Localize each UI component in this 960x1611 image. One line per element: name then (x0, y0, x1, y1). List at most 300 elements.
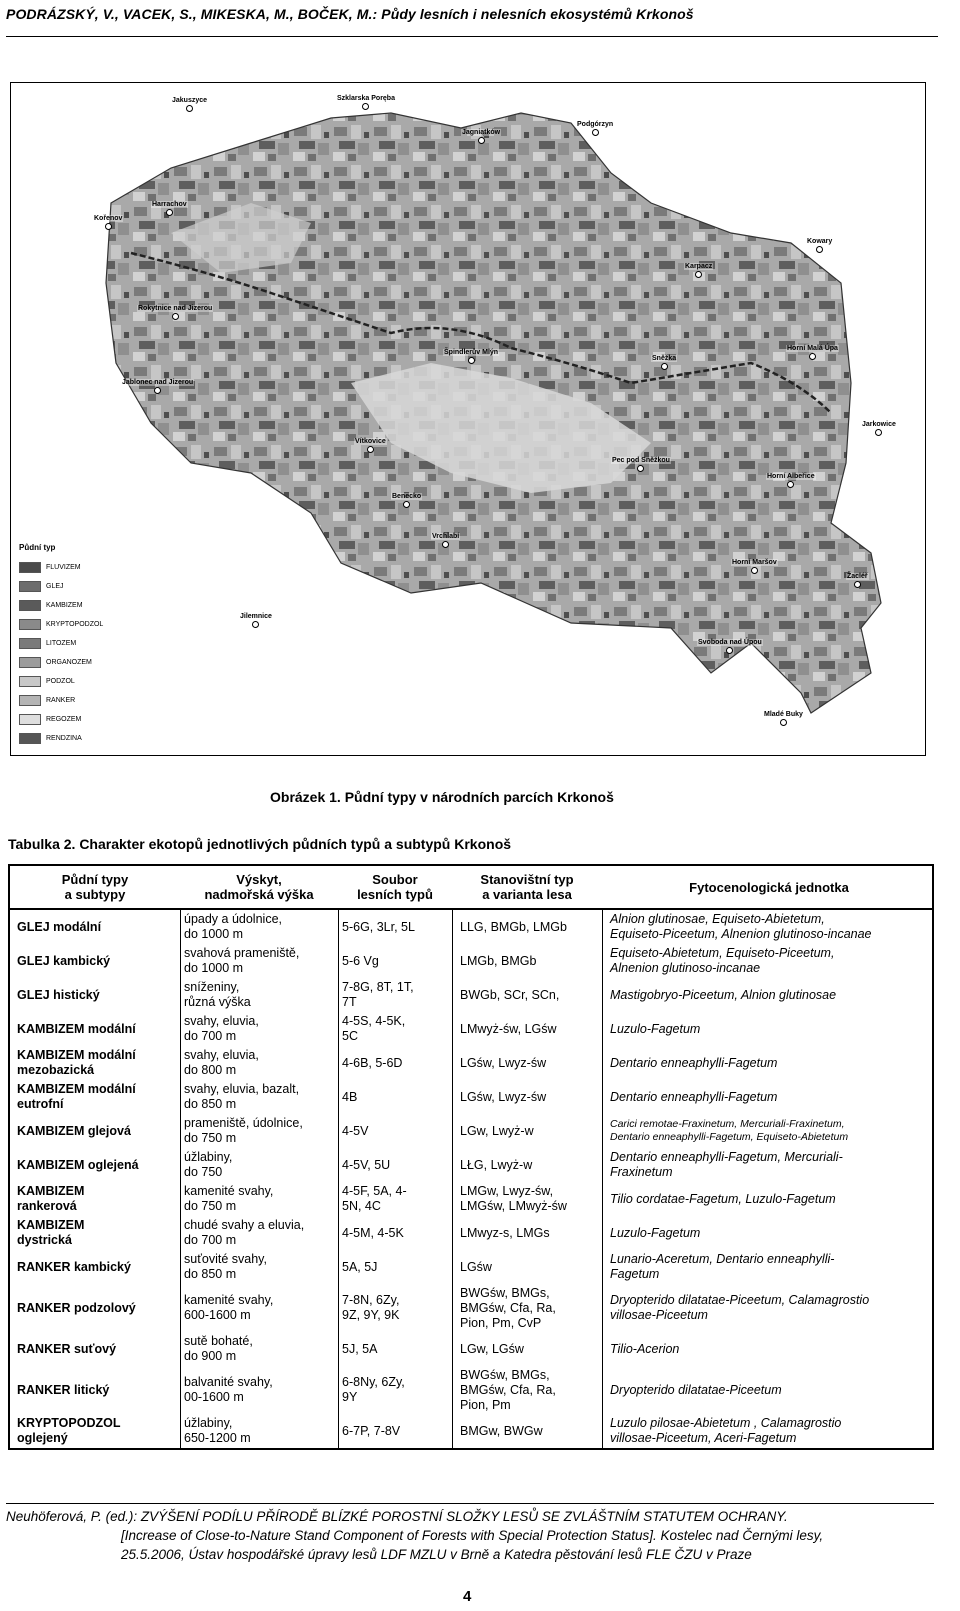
cell-line: 7T (342, 995, 357, 1009)
table-row (10, 1216, 932, 1250)
header-occurrence-text (204, 872, 313, 902)
cell-line: kamenité svahy, (184, 1293, 274, 1307)
forest-set-cell (338, 1124, 452, 1139)
header-site-type (452, 866, 602, 908)
site-type-cell (452, 1124, 602, 1139)
town-dot (403, 501, 410, 508)
cell-line: do 800 m (184, 1063, 237, 1077)
town-label: Jablonec nad Jizerou (122, 379, 194, 386)
town-label: Mladé Buky (764, 711, 803, 718)
occurrence-cell (180, 1416, 338, 1446)
table-row (10, 1284, 932, 1332)
cell-line: LMwyz-s, LMGs (460, 1225, 550, 1240)
legend-item (19, 729, 117, 748)
cell-line: KAMBIZEM modální (17, 1048, 136, 1062)
cell-line: úpady a údolnice, (184, 912, 282, 926)
town-marker (576, 121, 614, 136)
town-label: Podgórzyn (577, 121, 614, 128)
cell-line: GLEJ histický (17, 987, 100, 1002)
site-type-cell (452, 1022, 602, 1037)
header-line: a varianta lesa (482, 887, 572, 902)
cell-line: GLEJ modální (17, 919, 102, 934)
occurrence-cell (180, 1014, 338, 1044)
legend-label: PODZOL (46, 678, 75, 685)
town-dot (816, 246, 823, 253)
cell-line: villosae-Piceetum (610, 1308, 708, 1322)
header-soil-type (10, 866, 180, 908)
cell-line: KAMBIZEM modální (17, 1082, 136, 1096)
cell-line: do 900 m (184, 1349, 237, 1363)
table-row (10, 1012, 932, 1046)
town-dot (442, 541, 449, 548)
table-body (10, 910, 932, 1448)
cell-line: 00-1600 m (184, 1390, 244, 1404)
cell-line: RANKER suťový (17, 1341, 117, 1356)
cell-line: 9Y (342, 1390, 358, 1404)
cell-line: Dentario enneaphylli-Fagetum (610, 1089, 778, 1104)
cell-line: do 850 m (184, 1267, 237, 1281)
soil-map (10, 82, 926, 756)
town-marker (431, 533, 460, 548)
header-line: Soubor (372, 872, 418, 887)
town-label: Kořenov (94, 215, 123, 222)
cell-line: KAMBIZEM oglejená (17, 1157, 139, 1172)
cell-line: Tilio cordatae-Fagetum, Luzulo-Fagetum (610, 1191, 836, 1206)
town-label: Vítkovice (355, 438, 386, 445)
cell-line: Dentario enneaphylli-Fagetum (610, 1055, 778, 1070)
town-marker (443, 349, 499, 364)
town-dot (252, 621, 259, 628)
town-label: Jarkowice (862, 421, 896, 428)
cell-line: BWGb, SCr, SCn, (460, 987, 560, 1002)
cell-line: do 700 m (184, 1233, 237, 1247)
cell-line: RANKER kambický (17, 1259, 131, 1274)
cell-line: Pion, Pm (460, 1397, 511, 1412)
legend-item (19, 596, 117, 615)
header-line: a subtypy (64, 887, 126, 902)
cell-line: různá výška (184, 995, 251, 1009)
cell-line: suťovité svahy, (184, 1252, 267, 1266)
cell-line: LGśw, Lwyz-św (460, 1055, 547, 1070)
town-marker (684, 263, 713, 278)
town-label: Horní Albeřice (767, 473, 815, 480)
cell-line: LGw, LGśw (460, 1341, 524, 1356)
town-label: Horní Malá Úpa (787, 345, 838, 352)
footer-line-1: Neuhöferová, P. (ed.): ZVÝŠENÍ PODÍLU PŘÍRODĚ BLÍZKÉ POROSTNÍ SLOŽKY LESŮ SE ZVLÁŠTNÍM STATUTEM OCHRANY. (6, 1509, 788, 1524)
cell-line: KAMBIZEM glejová (17, 1123, 131, 1138)
cell-line: LMGśw, LMwyż-św (460, 1199, 567, 1213)
site-type-cell (452, 954, 602, 969)
header-forest-set (338, 866, 452, 908)
cell-line: 6-7P, 7-8V (342, 1423, 401, 1438)
cell-line: mezobazická (17, 1063, 95, 1077)
town-marker (651, 355, 677, 370)
cell-line: 6-8Ny, 6Zy, (342, 1375, 405, 1389)
table-row (10, 1250, 932, 1284)
phytocenology-cell (602, 988, 936, 1003)
town-label: Benecko (392, 493, 422, 500)
phytocenology-cell (602, 1192, 936, 1207)
cell-line: 4-5V (342, 1123, 369, 1138)
table-row (10, 1332, 932, 1366)
forest-set-cell (338, 1424, 452, 1439)
cell-line: RANKER litický (17, 1382, 110, 1397)
town-marker (731, 559, 778, 574)
town-dot (592, 129, 599, 136)
column-divider (338, 910, 339, 1448)
legend-item (19, 634, 117, 653)
site-type-cell (452, 1090, 602, 1105)
phytocenology-cell (602, 1226, 936, 1241)
legend-swatch (19, 600, 41, 611)
town-label: Vrchlabí (432, 533, 460, 540)
town-marker (93, 215, 123, 230)
site-type-cell (452, 920, 602, 935)
town-dot (875, 429, 882, 436)
occurrence-cell (180, 1375, 338, 1405)
footer-citation (6, 1507, 934, 1564)
legend-swatch (19, 657, 41, 668)
town-marker (336, 95, 396, 110)
town-dot (478, 137, 485, 144)
town-marker (697, 639, 763, 654)
header-line: Půdní typy (61, 872, 129, 887)
forest-set-cell (338, 920, 452, 935)
town-dot (854, 581, 861, 588)
town-dot (468, 357, 475, 364)
cell-line: do 1000 m (184, 927, 244, 941)
occurrence-cell (180, 1184, 338, 1214)
cell-line: Carici remotae-Fraxinetum, Mercuriali-Fraxinetum, (610, 1118, 845, 1130)
phytocenology-cell (602, 1293, 936, 1323)
page-number: 4 (463, 1588, 472, 1605)
legend-item (19, 691, 117, 710)
town-marker (171, 97, 208, 112)
cell-line: BMGśw, Cfa, Ra, (460, 1300, 556, 1315)
cell-line: kamenité svahy, (184, 1184, 274, 1198)
cell-line: BWGśw, BMGs, (460, 1285, 550, 1300)
table-row (10, 1114, 932, 1148)
header-line: Stanovištní typ (480, 872, 574, 887)
soil-type-cell (10, 1383, 180, 1398)
soil-type-cell (10, 1416, 180, 1446)
cell-line: RANKER podzolový (17, 1300, 136, 1315)
legend-item (19, 710, 117, 729)
cell-line: sutě bohaté, (184, 1334, 253, 1348)
phytocenology-cell (602, 1022, 936, 1037)
site-type-cell (452, 1158, 602, 1173)
cell-line: Alnenion glutinoso-incanae (610, 961, 761, 975)
cell-line: 5-6 Vg (342, 953, 379, 968)
town-marker (766, 473, 816, 488)
table-row (10, 1080, 932, 1114)
town-dot (186, 105, 193, 112)
footer-line-2: [Increase of Close-to-Nature Stand Component of Forests with Special Protection Status]. Kostelec nad Černými lesy, (121, 1528, 824, 1543)
legend-label: ORGANOZEM (46, 659, 92, 666)
phytocenology-cell (602, 1252, 936, 1282)
cell-line: do 750 m (184, 1199, 237, 1213)
table-row (10, 1148, 932, 1182)
occurrence-cell (180, 1150, 338, 1180)
cell-line: svahy, eluvia, (184, 1014, 259, 1028)
forest-set-cell (338, 1375, 452, 1405)
legend-swatch (19, 581, 41, 592)
site-type-cell (452, 988, 602, 1003)
town-dot (166, 209, 173, 216)
forest-set-cell (338, 1014, 452, 1044)
soil-type-cell (10, 1218, 180, 1248)
cell-line: Fraxinetum (610, 1165, 673, 1179)
occurrence-cell (180, 1048, 338, 1078)
legend-swatch (19, 638, 41, 649)
site-type-cell (452, 1286, 602, 1331)
occurrence-cell (180, 1252, 338, 1282)
town-marker (763, 711, 804, 726)
header-line: lesních typů (357, 887, 433, 902)
forest-set-cell (338, 1260, 452, 1275)
cell-line: do 700 m (184, 1029, 237, 1043)
cell-line: eutrofní (17, 1097, 64, 1111)
town-dot (362, 103, 369, 110)
phytocenology-cell (602, 1090, 936, 1105)
cell-line: 9Z, 9Y, 9K (342, 1308, 400, 1322)
legend-item (19, 577, 117, 596)
cell-line: BWGśw, BMGs, (460, 1367, 550, 1382)
cell-line: svahy, eluvia, bazalt, (184, 1082, 300, 1096)
legend-item (19, 558, 117, 577)
cell-line: 600-1600 m (184, 1308, 251, 1322)
cell-line: Dryopterido dilatatae-Piceetum, Calamagrostio (610, 1293, 870, 1307)
cell-line: 5-6G, 3Lr, 5L (342, 919, 415, 934)
phytocenology-cell (602, 946, 936, 976)
soil-map-graphic (11, 83, 926, 756)
header-site-type-text (480, 872, 573, 902)
town-dot (809, 353, 816, 360)
legend-items (19, 558, 117, 748)
cell-line: svahová prameniště, (184, 946, 300, 960)
cell-line: LGw, Lwyż-w (460, 1123, 534, 1138)
town-marker (391, 493, 422, 508)
table-row (10, 944, 932, 978)
table-caption: Tabulka 2. Charakter ekotopů jednotlivých půdních typů a subtypů Krkonoš (8, 836, 512, 852)
column-divider (602, 910, 603, 1448)
cell-line: villosae-Piceetum, Aceri-Fagetum (610, 1431, 797, 1445)
cell-line: 5N, 4C (342, 1199, 381, 1213)
cell-line: úžlabiny, (184, 1150, 233, 1164)
forest-set-cell (338, 1056, 452, 1071)
town-marker (239, 613, 273, 628)
table-row (10, 1366, 932, 1414)
soil-type-cell (10, 954, 180, 969)
site-type-cell (452, 1226, 602, 1241)
phytocenology-cell (602, 1150, 936, 1180)
town-dot (726, 647, 733, 654)
legend-label: RANKER (46, 697, 76, 704)
cell-line: Lunario-Aceretum, Dentario enneaphylli- (610, 1252, 835, 1266)
cell-line: Luzulo pilosae-Abietetum , Calamagrostio (610, 1416, 842, 1430)
soil-type-cell (10, 1184, 180, 1214)
cell-line: 5A, 5J (342, 1259, 378, 1274)
soil-type-cell (10, 1022, 180, 1037)
town-dot (661, 363, 668, 370)
legend-label: LITOZEM (46, 640, 77, 647)
legend-label: FLUVIZEM (46, 564, 81, 571)
site-type-cell (452, 1260, 602, 1275)
footer-rule (6, 1503, 934, 1504)
cell-line: Equiseto-Abietetum, Equiseto-Piceetum, (610, 946, 835, 960)
town-label: Jilemnice (240, 613, 272, 620)
town-marker (846, 573, 869, 588)
soil-type-cell (10, 1342, 180, 1357)
cell-line: Equiseto-Piceetum, Alnenion glutinoso-incanae (610, 927, 872, 941)
cell-line: BMGw, BWGw (460, 1423, 543, 1438)
legend-item (19, 653, 117, 672)
table-row (10, 978, 932, 1012)
cell-line: KAMBIZEM modální (17, 1021, 136, 1036)
town-label: Karpacz (685, 263, 713, 270)
town-dot (172, 313, 179, 320)
town-dot (695, 271, 702, 278)
legend-swatch (19, 676, 41, 687)
legend-item (19, 672, 117, 691)
figure-caption: Obrázek 1. Půdní typy v národních parcích Krkonoš (270, 789, 614, 805)
town-dot (787, 481, 794, 488)
town-label: Špindlerův Mlýn (444, 349, 499, 356)
site-type-cell (452, 1184, 602, 1214)
cell-line: 4-5M, 4-5K (342, 1225, 404, 1240)
cell-line: BMGśw, Cfa, Ra, (460, 1382, 556, 1397)
legend-item (19, 615, 117, 634)
header-line: Výskyt, (236, 872, 282, 887)
town-label: Jagniątków (462, 129, 501, 136)
legend-swatch (19, 562, 41, 573)
cell-line: Fagetum (610, 1267, 660, 1281)
site-type-cell (452, 1342, 602, 1357)
town-marker (861, 421, 897, 436)
town-dot (367, 446, 374, 453)
phytocenology-cell (602, 1416, 936, 1446)
town-marker (611, 457, 671, 472)
cell-line: Tilio-Acerion (610, 1341, 680, 1356)
cell-line: LMGb, BMGb (460, 953, 537, 968)
cell-line: 4-5S, 4-5K, (342, 1014, 406, 1028)
cell-line: 5C (342, 1029, 358, 1043)
table-header-row (10, 866, 932, 910)
cell-line: do 850 m (184, 1097, 237, 1111)
soil-characteristics-table (8, 864, 934, 1450)
cell-line: oglejený (17, 1431, 68, 1445)
header-phytocenology (602, 866, 936, 908)
phytocenology-cell (602, 1383, 936, 1398)
town-label: Pec pod Sněžkou (612, 457, 670, 464)
occurrence-cell (180, 1293, 338, 1323)
cell-line: úžlabiny, (184, 1416, 233, 1430)
town-label: Svoboda nad Úpou (698, 639, 762, 646)
town-label: Žacléř (847, 573, 868, 580)
town-label: Jakuszyce (172, 97, 208, 104)
cell-line: Luzulo-Fagetum (610, 1225, 701, 1240)
legend-label: KAMBIZEM (46, 602, 83, 609)
occurrence-cell (180, 912, 338, 942)
occurrence-cell (180, 1334, 338, 1364)
town-marker (121, 379, 194, 394)
town-marker (354, 438, 387, 453)
cell-line: GLEJ kambický (17, 953, 111, 968)
town-marker (806, 238, 833, 253)
soil-type-cell (10, 988, 180, 1003)
town-marker (151, 201, 188, 216)
cell-line: LGśw, Lwyz-św (460, 1089, 547, 1104)
table-row (10, 1046, 932, 1080)
table-row (10, 1182, 932, 1216)
cell-line: LŁG, Lwyż-w (460, 1157, 533, 1172)
legend-swatch (19, 733, 41, 744)
site-type-cell (452, 1368, 602, 1413)
forest-set-cell (338, 1158, 452, 1173)
soil-type-cell (10, 1301, 180, 1316)
cell-line: Pion, Pm, CvP (460, 1315, 542, 1330)
cell-line: KAMBIZEM (17, 1184, 85, 1198)
cell-line: KAMBIZEM (17, 1218, 85, 1232)
cell-line: do 1000 m (184, 961, 244, 975)
cell-line: dystrická (17, 1233, 72, 1247)
forest-set-cell (338, 954, 452, 969)
site-type-cell (452, 1056, 602, 1071)
occurrence-cell (180, 1116, 338, 1146)
cell-line: balvanité svahy, (184, 1375, 273, 1389)
footer-line-3: 25.5.2006, Ústav hospodářské úpravy lesů LDF MZLU v Brně a Katedra pěstování lesů FLE ČZU v Praze (121, 1547, 752, 1562)
occurrence-cell (180, 1218, 338, 1248)
soil-type-cell (10, 1158, 180, 1173)
town-marker (461, 129, 501, 144)
town-dot (637, 465, 644, 472)
header-occurrence (180, 866, 338, 908)
forest-set-cell (338, 1184, 452, 1214)
soil-type-cell (10, 1082, 180, 1112)
cell-line: Luzulo-Fagetum (610, 1021, 701, 1036)
legend-label: RENDZINA (46, 735, 82, 742)
soil-type-cell (10, 920, 180, 935)
phytocenology-cell (602, 1342, 936, 1357)
legend-swatch (19, 695, 41, 706)
cell-line: sníženiny, (184, 980, 240, 994)
legend-title: Půdní typ (19, 543, 56, 552)
forest-set-cell (338, 1226, 452, 1241)
legend-swatch (19, 619, 41, 630)
cell-line: rankerová (17, 1199, 77, 1213)
cell-line: do 750 m (184, 1131, 237, 1145)
legend-label: REGOZEM (46, 716, 82, 723)
header-line: Fytocenologická jednotka (689, 879, 849, 895)
column-divider (180, 910, 181, 1448)
forest-set-cell (338, 1342, 452, 1357)
town-label: Horní Maršov (732, 559, 777, 566)
header-rule (6, 36, 938, 37)
header-line: nadmořská výška (204, 887, 314, 902)
site-type-cell (452, 1424, 602, 1439)
town-dot (154, 387, 161, 394)
legend-label: KRYPTOPODZOL (46, 621, 104, 628)
cell-line: KRYPTOPODZOL (17, 1416, 121, 1430)
forest-set-cell (338, 1293, 452, 1323)
town-dot (105, 223, 112, 230)
cell-line: 4-5V, 5U (342, 1157, 391, 1172)
town-label: Sněžka (652, 355, 677, 362)
phytocenology-cell (602, 1118, 936, 1144)
town-dot (780, 719, 787, 726)
phytocenology-cell (602, 1056, 936, 1071)
cell-line: LGśw (460, 1259, 492, 1274)
